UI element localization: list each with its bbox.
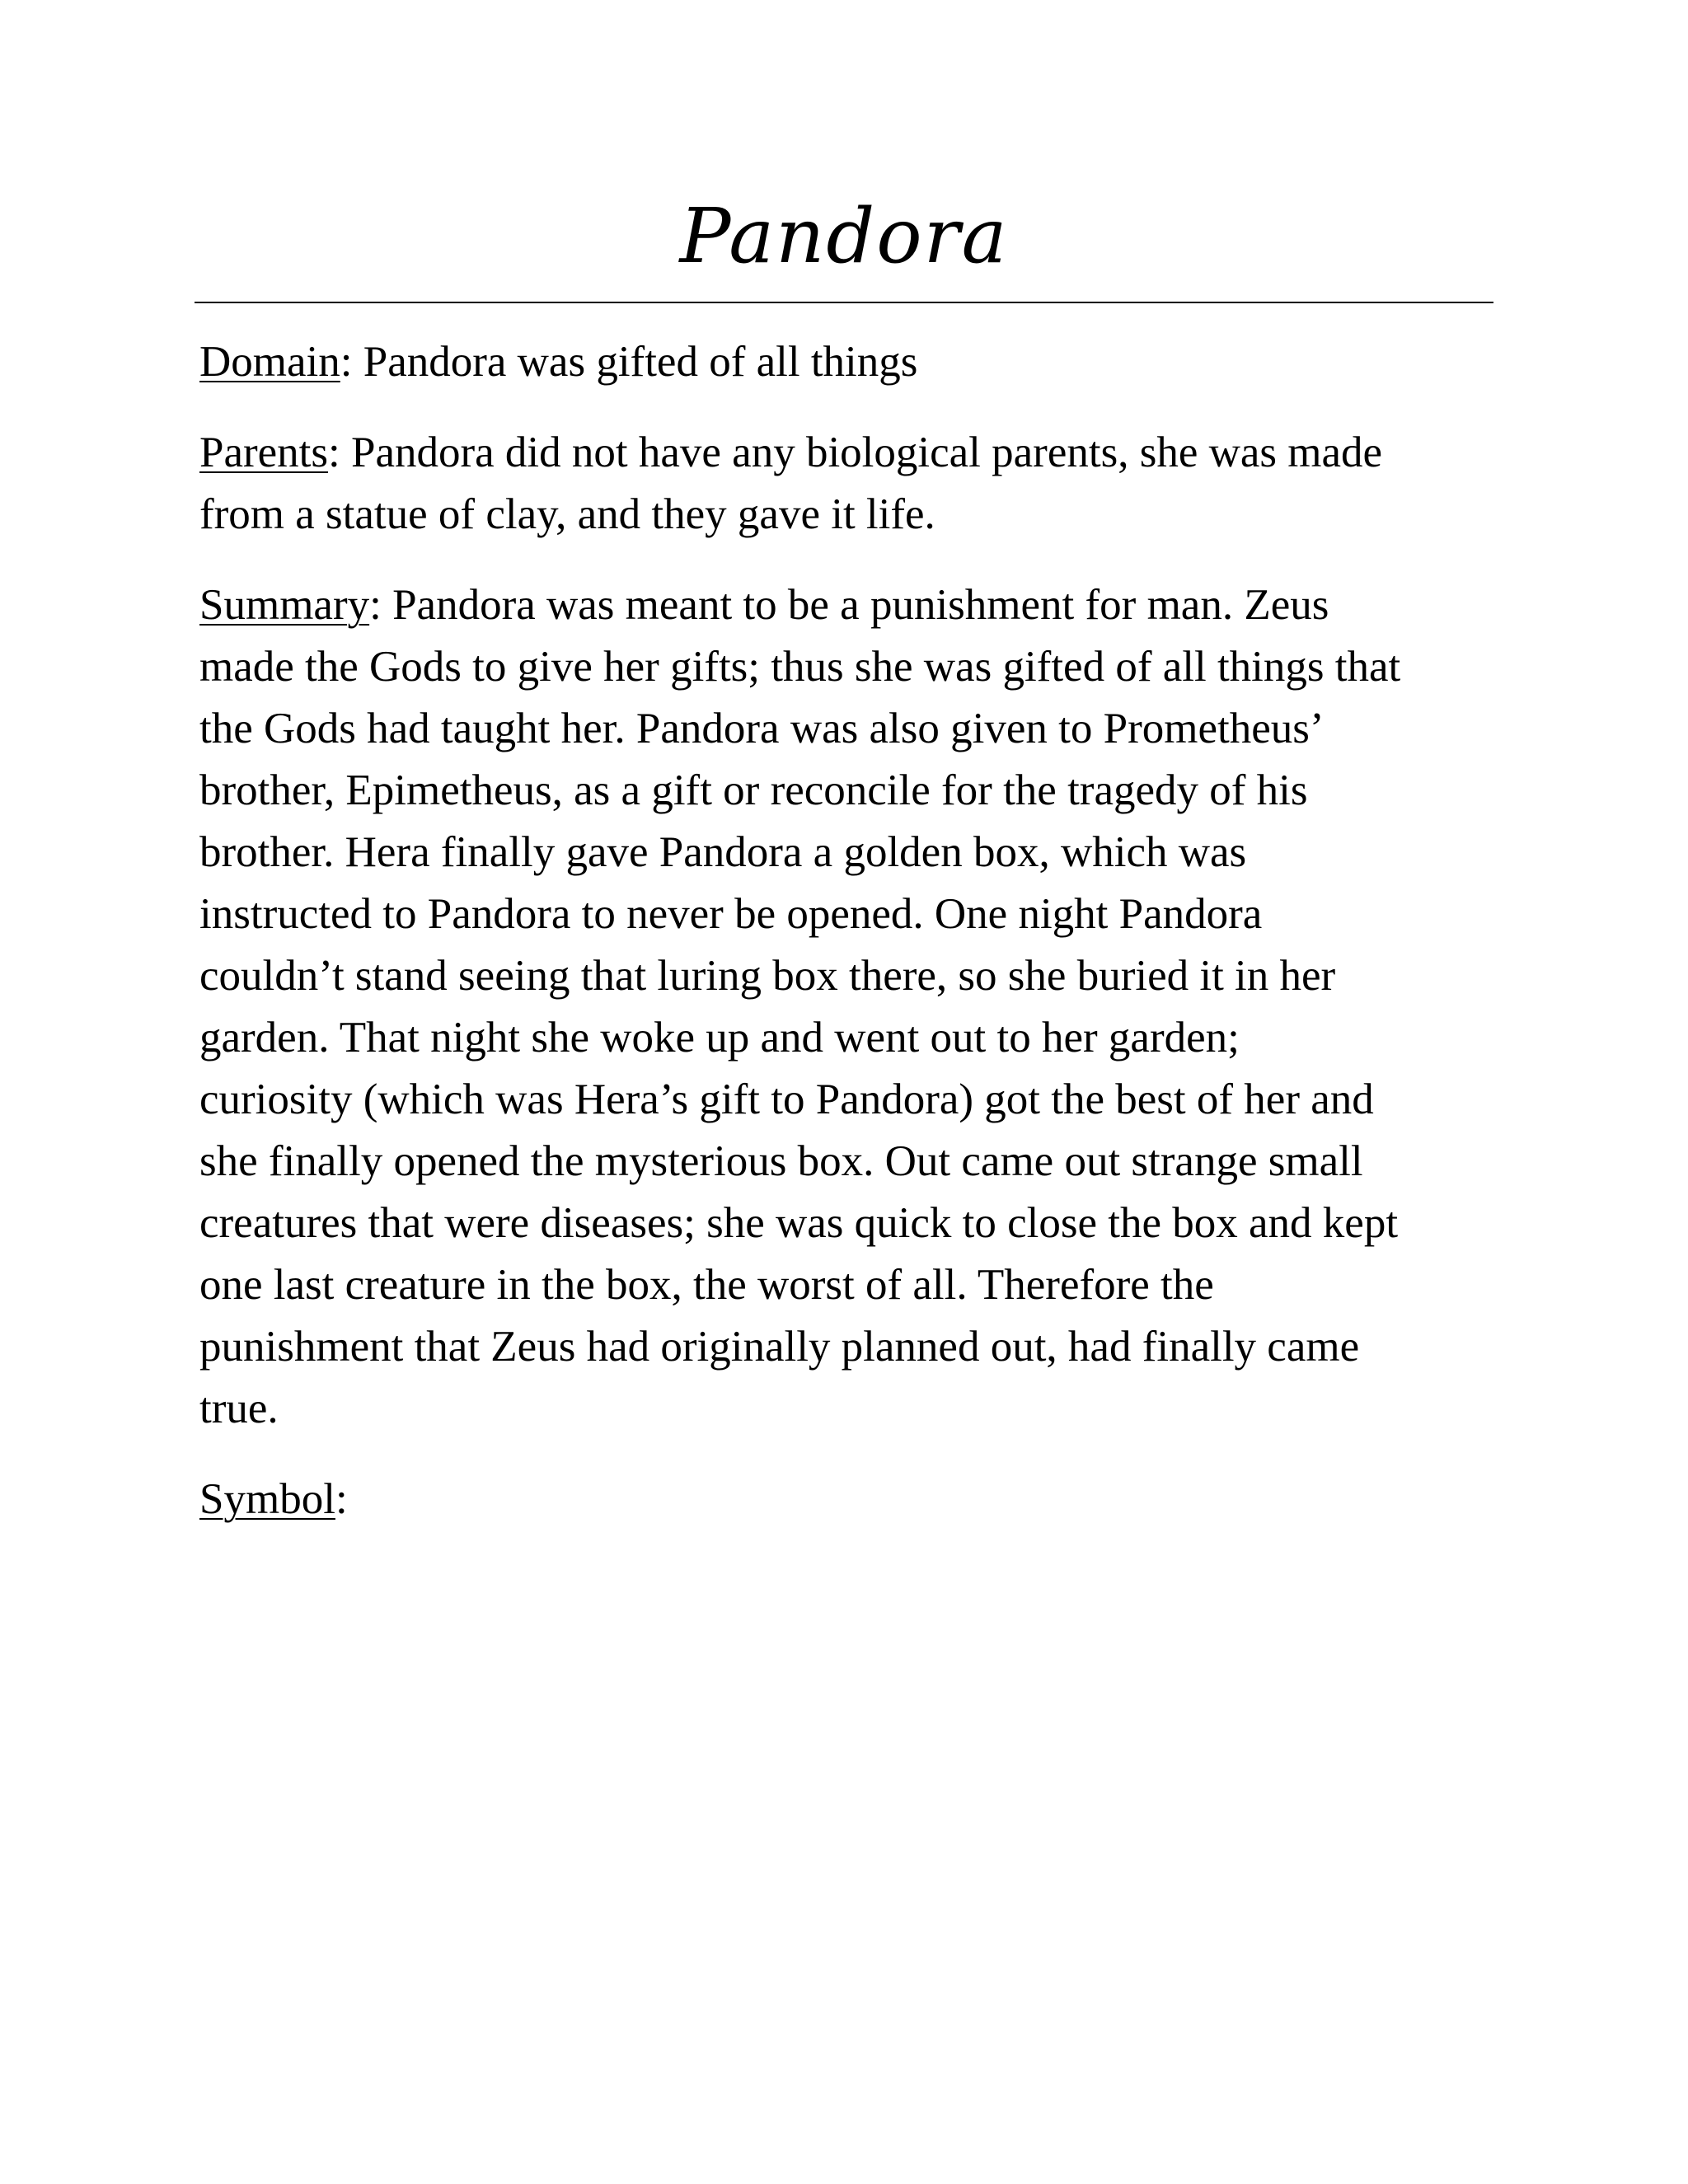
title-divider <box>195 302 1493 303</box>
symbol-text: : <box>335 1475 348 1523</box>
summary-line-2: made the Gods to give her gifts; thus she was gifted of all things that <box>199 643 1401 691</box>
summary-line-12: one last creature in the box, the worst of all. Therefore the <box>199 1261 1214 1309</box>
parents-text-line-1: : Pandora did not have any biological parents, she was made <box>328 429 1383 476</box>
parents-label: Parents <box>199 429 329 476</box>
symbol-label: Symbol <box>199 1475 335 1523</box>
summary-line-5: brother. Hera finally gave Pandora a golden box, which was <box>199 828 1247 876</box>
summary-line-4: brother, Epimetheus, as a gift or reconcile for the tragedy of his <box>199 766 1308 814</box>
domain-text: : Pandora was gifted of all things <box>340 338 918 386</box>
parents-line-2: from a statue of clay, and they gave it life. <box>199 490 935 538</box>
summary-line-9: curiosity (which was Hera’s gift to Pandora) got the best of her and <box>199 1076 1374 1123</box>
document-title: Pandora <box>679 192 1009 280</box>
summary-line-10: she finally opened the mysterious box. Out came out strange small <box>199 1137 1363 1185</box>
summary-paragraph <box>199 574 1518 1440</box>
parents-line-1 <box>199 422 1518 484</box>
summary-line-8: garden. That night she woke up and went out to her garden; <box>199 1014 1240 1062</box>
summary-label: Summary <box>199 581 370 629</box>
summary-line-13: punishment that Zeus had originally planned out, had finally came <box>199 1323 1360 1371</box>
summary-text-line-1: : Pandora was meant to be a punishment for man. Zeus <box>369 581 1329 629</box>
parents-paragraph <box>199 422 1518 546</box>
symbol-paragraph <box>199 1469 1518 1530</box>
summary-line-6: instructed to Pandora to never be opened. One night Pandora <box>199 890 1263 938</box>
domain-paragraph <box>199 331 1518 393</box>
summary-line-1 <box>199 574 1518 636</box>
summary-line-7: couldn’t stand seeing that luring box there, so she buried it in her <box>199 952 1336 1000</box>
summary-line-11: creatures that were diseases; she was quick to close the box and kept <box>199 1199 1399 1247</box>
summary-line-3: the Gods had taught her. Pandora was also given to Prometheus’ <box>199 705 1325 752</box>
document-body <box>199 331 1518 1559</box>
summary-line-14: true. <box>199 1385 279 1432</box>
domain-label: Domain <box>199 338 340 386</box>
